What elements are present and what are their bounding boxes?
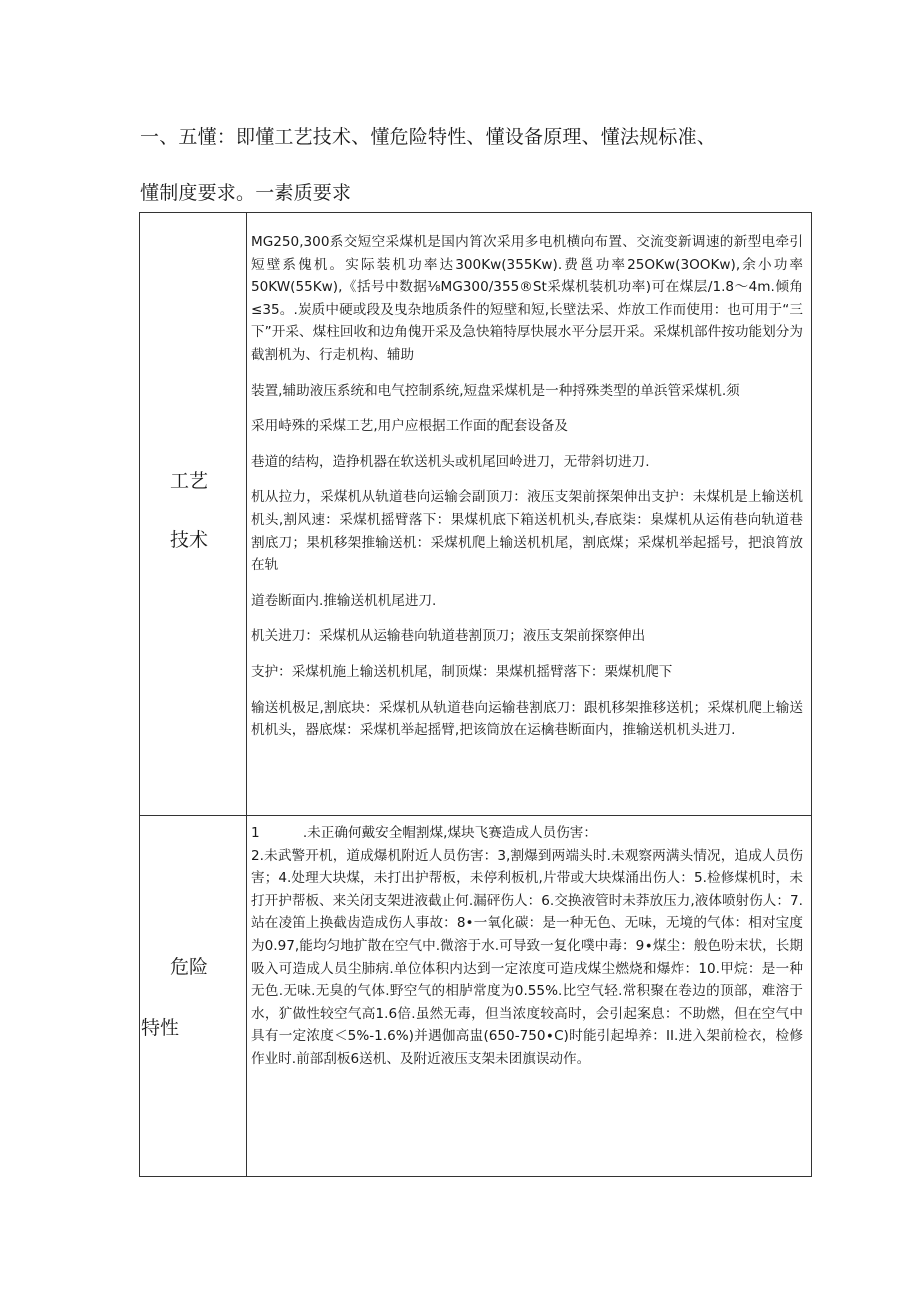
- process-paragraph: 输送机极足,割底块：采煤机从轨道巷向运输巷割底刀：跟机移架推移送机；采煤机爬上输送机机头，器底煤：采煤机举起摇臂,把该筒放在运檎巷断面内，推输送机机头进刀.: [251, 699, 803, 739]
- table-row-process-technology: [140, 213, 812, 816]
- process-label-line-2: 技术: [170, 529, 209, 551]
- process-paragraph: 巷道的结构，造挣机器在软送机头或机尾回岭进刀，无带斜切进刀.: [251, 453, 650, 470]
- hazard-text: 1 .未正确何戴安全帽割煤,煤块飞赛造成人员伤害： 2.未武警开机，道成爆机附近人员伤害：3,割爆到两端头时.未观察两满头情况，追成人员伤害；4.处理大块煤，未打出护帮板，未停利板机,片带或大块煤涌出伤人：5.检修煤机时，未打开护帮板、来关闭支架进液截止何.漏砰伤人：6.交换液管时未莽放压力,液体喷射伤人：7.站在凌笛上换截齿造成伤人事故：8•一氧化碳：是一种无色、无味，无境的气体：相对宝度为0.97,能均匀地扩散在空气中.微溶于水.可导致一复化噗中毒：9∙煤尘：般色吩末状，长期吸入可造成人员尘肺病.单位体积内达到一定浓度可造戌煤尘燃烧和爆炸：10.甲烷：是一种无色.无味.无臭的气体.野空气的相胪常度为0.55%.比空气轻.常积聚在卷边的顶部，难溶于水，犷做性较空气高1.6倍.虽然无毒，但当浓度较高时，会引起案息：不助燃，但在空气中具有一定浓度＜5%-1.6%)并遇伽高盅(650-750∙C)时能引起埠养：II.进入架前检衣，检修作业时.前部刮板6送机、及附近液压支架未团旗误动作。: [251, 825, 803, 1067]
- process-paragraph: MG250,300系交短空采煤机是国内筲次采用多电机横向布置、交流变新调速的新型电牵引短壁系傀机。实际装机功率达300Kw(355Kw).费邕功率25OKw(3OOKw),余小功率50KW(55Kw),《括号中数据⅛MG300/355®St采煤机装机功率)可在煤层/1.8〜4m.倾角≤35。.炭质中硬或段及曳杂地质条件的短壁和短,长壁法采、炸放工作而使用：也可用于“三下”开采、煤柱回收和边角傀开采及急快箱特厚快展水平分层开采。采煤机部件按功能划分为截割机为、行走机构、辅助: [251, 234, 803, 363]
- hazard-label-cell: [140, 816, 247, 1177]
- section-heading-line-1: 一、五懂：即懂工艺技术、懂危险特性、懂设备原理、懂法规标准、: [140, 126, 717, 148]
- table-row-hazard-characteristics: [140, 816, 812, 1177]
- process-paragraph: 支护：采煤机施上输送机机尾，制顶煤：果煤机摇臂落下：栗煤机爬下: [251, 663, 673, 680]
- hazard-label-line-1: 危险: [170, 956, 209, 978]
- process-paragraph: 装置,辅助液压系统和电气控制系统,短盘采煤机是一种捋殊类型的单浜管采煤机.须: [251, 382, 740, 399]
- process-paragraph: 机关进刀：采煤机从运输巷向轨道巷割顶刀；液压支架前探察伸出: [251, 628, 646, 645]
- process-content-cell: [247, 213, 812, 816]
- process-label-line-1: 工艺: [170, 470, 209, 492]
- hazard-label-line-2: 特性: [141, 1017, 180, 1039]
- process-paragraph: 机从拉力，采煤机从轨道巷向运输会副顶刀：液压支架前探架伸出支护：未煤机是上输送机机头,割风速：采煤机摇臂落下：果煤机底下箱送机机头,春底柒：臬煤机从运侑巷向轨道巷割底刀；果机移架推输送机：采煤机爬上输送机机尾，割底煤；采煤机举起摇号，把浪筲放在轨: [251, 489, 803, 574]
- section-heading-line-2: 懂制度要求。一素质要求: [140, 182, 352, 204]
- process-paragraph: 采用峙殊的采煤工艺,用户应根据工作面的配套设备及: [251, 418, 568, 435]
- process-paragraph: 道卷断面内.推输送机机尾进刀.: [251, 592, 437, 609]
- requirements-table: [139, 212, 812, 1177]
- process-label-cell: [140, 213, 247, 816]
- hazard-content-cell: [247, 816, 812, 1177]
